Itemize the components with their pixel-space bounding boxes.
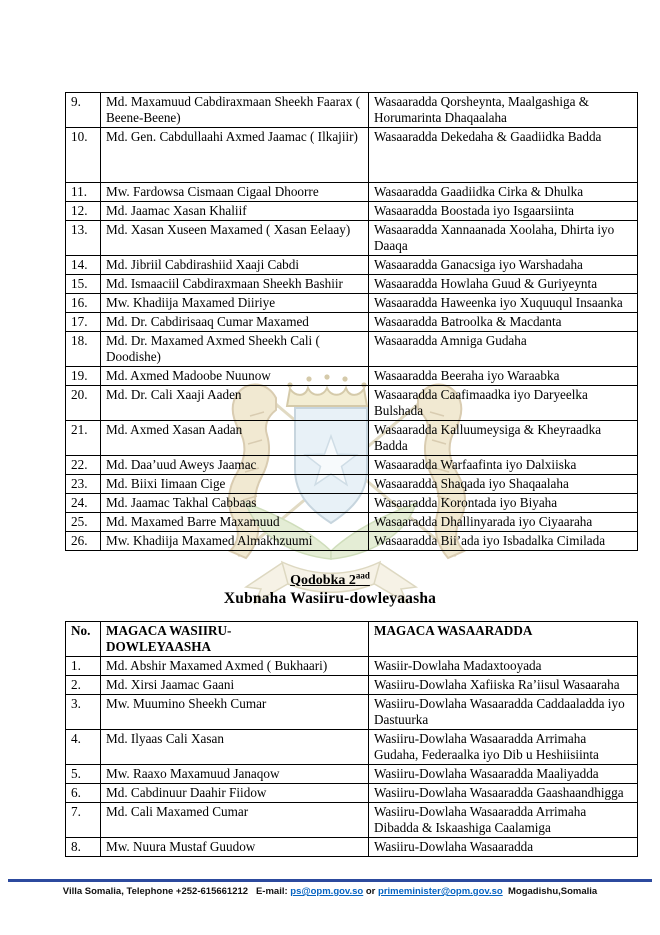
table-row — [66, 838, 638, 857]
table-row — [66, 313, 638, 332]
cell-ministry: Wasaaradda Dekedaha & Gaadiidka Badda — [369, 128, 638, 183]
cell-name: Md. Jaamac Takhal Cabbaas — [101, 494, 369, 513]
state-ministers-table-header — [66, 622, 638, 657]
cell-name: Md. Dr. Maxamed Axmed Sheekh Cali ( Doodishe) — [101, 332, 369, 367]
header-row — [66, 622, 638, 657]
table-row — [66, 695, 638, 730]
cell-ministry: Wasaaradda Warfaafinta iyo Dalxiiska — [369, 456, 638, 475]
table-row — [66, 475, 638, 494]
cell-name: Md. Dr. Cabdirisaaq Cumar Maxamed — [101, 313, 369, 332]
cell-ministry: Wasiiru-Dowlaha Wasaaradda Gaashaandhigga — [369, 784, 638, 803]
cell-no: 16. — [66, 294, 101, 313]
cell-no: 21. — [66, 421, 101, 456]
table-row — [66, 494, 638, 513]
cell-no: 12. — [66, 202, 101, 221]
table-row — [66, 294, 638, 313]
cell-ministry: Wasaaradda Howlaha Guud & Guriyeynta — [369, 275, 638, 294]
ministers-table — [65, 92, 638, 551]
cell-no: 5. — [66, 765, 101, 784]
cell-ministry: Wasiiru-Dowlaha Wasaaradda Arrimaha Dibadda & Iskaashiga Caalamiga — [369, 803, 638, 838]
cell-ministry: Wasiir-Dowlaha Madaxtooyada — [369, 657, 638, 676]
cell-ministry: Wasaaradda Amniga Gudaha — [369, 332, 638, 367]
cell-no: 8. — [66, 838, 101, 857]
cell-no: 24. — [66, 494, 101, 513]
cell-no: 10. — [66, 128, 101, 183]
cell-name: Mw. Fardowsa Cismaan Cigaal Dhoorre — [101, 183, 369, 202]
cell-ministry: Wasaaradda Korontada iyo Biyaha — [369, 494, 638, 513]
section-subtitle: Xubnaha Wasiiru-dowleyaasha — [223, 589, 437, 607]
cell-no: 4. — [66, 730, 101, 765]
cell-no: 15. — [66, 275, 101, 294]
cell-name: Mw. Khadiija Maxamed Almakhzuumi — [101, 532, 369, 551]
cell-ministry: Wasaaradda Bii’ada iyo Isbadalka Cimilada — [369, 532, 638, 551]
cell-ministry: Wasaaradda Xannaanada Xoolaha, Dhirta iyo Daaqa — [369, 221, 638, 256]
cell-no: 26. — [66, 532, 101, 551]
table-row — [66, 202, 638, 221]
table-row — [66, 221, 638, 256]
cell-no: 6. — [66, 784, 101, 803]
cell-name: Md. Axmed Madoobe Nuunow — [101, 367, 369, 386]
cell-no: 20. — [66, 386, 101, 421]
cell-ministry: Wasaaradda Shaqada iyo Shaqaalaha — [369, 475, 638, 494]
cell-ministry: Wasaaradda Kalluumeysiga & Kheyraadka Badda — [369, 421, 638, 456]
cell-name: Md. Xirsi Jaamac Gaani — [101, 676, 369, 695]
cell-name: Md. Gen. Cabdullaahi Axmed Jaamac ( Ilkajiir) — [101, 128, 369, 183]
cell-ministry: Wasiiru-Dowlaha Wasaaradda Arrimaha Gudaha, Federaalka iyo Dib u Heshiisiinta — [369, 730, 638, 765]
ministers-table-body — [66, 93, 638, 551]
cell-no: 14. — [66, 256, 101, 275]
cell-name: Md. Maxamuud Cabdiraxmaan Sheekh Faarax ( Beene-Beene) — [101, 93, 369, 128]
cell-ministry: Wasaaradda Haweenka iyo Xuquuqul Insaanka — [369, 294, 638, 313]
cell-name: Md. Daa’uud Aweys Jaamac — [101, 456, 369, 475]
footer-city: Mogadishu,Somalia — [502, 886, 598, 897]
cell-ministry: Wasaaradda Dhallinyarada iyo Ciyaaraha — [369, 513, 638, 532]
cell-ministry: Wasaaradda Caafimaadka iyo Daryeelka Bulshada — [369, 386, 638, 421]
cell-ministry: Wasaaradda Qorsheynta, Maalgashiga & Horumarinta Dhaqaalaha — [369, 93, 638, 128]
cell-name: Md. Jaamac Xasan Khaliif — [101, 202, 369, 221]
footer-text — [0, 886, 660, 897]
header-no: No. — [66, 622, 101, 657]
table-row — [66, 765, 638, 784]
cell-no: 3. — [66, 695, 101, 730]
table-row — [66, 421, 638, 456]
cell-name: Mw. Muumino Sheekh Cumar — [101, 695, 369, 730]
cell-ministry: Wasiiru-Dowlaha Xafiiska Ra’iisul Wasaaraha — [369, 676, 638, 695]
table-row — [66, 784, 638, 803]
cell-name: Md. Biixi Iimaan Cige — [101, 475, 369, 494]
table-row — [66, 803, 638, 838]
cell-ministry: Wasiiru-Dowlaha Wasaaradda Maaliyadda — [369, 765, 638, 784]
cell-ministry: Wasiiru-Dowlaha Wasaaradda — [369, 838, 638, 857]
cell-name: Md. Ilyaas Cali Xasan — [101, 730, 369, 765]
cell-ministry: Wasaaradda Gaadiidka Cirka & Dhulka — [369, 183, 638, 202]
state-ministers-table-body — [66, 657, 638, 857]
section-title-superscript: aad — [355, 570, 370, 580]
section-heading — [0, 570, 660, 608]
table-row — [66, 730, 638, 765]
table-row — [66, 93, 638, 128]
cell-no: 2. — [66, 676, 101, 695]
table-row — [66, 456, 638, 475]
table-row — [66, 676, 638, 695]
table-row — [66, 367, 638, 386]
cell-no: 17. — [66, 313, 101, 332]
table-row — [66, 513, 638, 532]
cell-no: 1. — [66, 657, 101, 676]
section-title-text: Qodobka 2 — [290, 572, 356, 588]
table-row — [66, 532, 638, 551]
table-row — [66, 256, 638, 275]
header-ministry-name: MAGACA WASAARADDA — [369, 622, 638, 657]
cell-no: 22. — [66, 456, 101, 475]
cell-name: Md. Ismaaciil Cabdiraxmaan Sheekh Bashiir — [101, 275, 369, 294]
cell-name: Md. Abshir Maxamed Axmed ( Bukhaari) — [101, 657, 369, 676]
cell-no: 11. — [66, 183, 101, 202]
cell-ministry: Wasaaradda Boostada iyo Isgaarsiinta — [369, 202, 638, 221]
table-row — [66, 128, 638, 183]
table-row — [66, 386, 638, 421]
state-ministers-table — [65, 621, 638, 857]
email-link-primeminister[interactable]: primeminister@opm.gov.so — [378, 886, 503, 897]
cell-name: Mw. Khadiija Maxamed Diiriye — [101, 294, 369, 313]
cell-ministry: Wasiiru-Dowlaha Wasaaradda Caddaaladda iyo Dastuurka — [369, 695, 638, 730]
footer-or: or — [363, 886, 379, 897]
table-row — [66, 183, 638, 202]
cell-name: Md. Axmed Xasan Aadan — [101, 421, 369, 456]
cell-no: 25. — [66, 513, 101, 532]
cell-name: Mw. Raaxo Maxamuud Janaqow — [101, 765, 369, 784]
cell-name: Mw. Nuura Mustaf Guudow — [101, 838, 369, 857]
cell-no: 23. — [66, 475, 101, 494]
table-row — [66, 657, 638, 676]
header-minister-name: MAGACA WASIIRU-DOWLEYAASHA — [101, 622, 369, 657]
cell-no: 18. — [66, 332, 101, 367]
cell-name: Md. Maxamed Barre Maxamuud — [101, 513, 369, 532]
cell-no: 7. — [66, 803, 101, 838]
cell-name: Md. Jibriil Cabdirashiid Xaaji Cabdi — [101, 256, 369, 275]
table-row — [66, 332, 638, 367]
cell-ministry: Wasaaradda Batroolka & Macdanta — [369, 313, 638, 332]
table-row — [66, 275, 638, 294]
cell-name: Md. Cali Maxamed Cumar — [101, 803, 369, 838]
cell-ministry: Wasaaradda Ganacsiga iyo Warshadaha — [369, 256, 638, 275]
cell-name: Md. Dr. Cali Xaaji Aaden — [101, 386, 369, 421]
cell-name: Md. Cabdinuur Daahir Fiidow — [101, 784, 369, 803]
cell-ministry: Wasaaradda Beeraha iyo Waraabka — [369, 367, 638, 386]
cell-no: 13. — [66, 221, 101, 256]
cell-name: Md. Xasan Xuseen Maxamed ( Xasan Eelaay) — [101, 221, 369, 256]
cell-no: 9. — [66, 93, 101, 128]
section-title — [0, 570, 660, 589]
cell-no: 19. — [66, 367, 101, 386]
email-link-ps[interactable]: ps@opm.gov.so — [290, 886, 364, 897]
footer-address: Villa Somalia, Telephone +252-615661212 E-mail: — [62, 886, 291, 897]
footer-divider — [8, 879, 652, 882]
